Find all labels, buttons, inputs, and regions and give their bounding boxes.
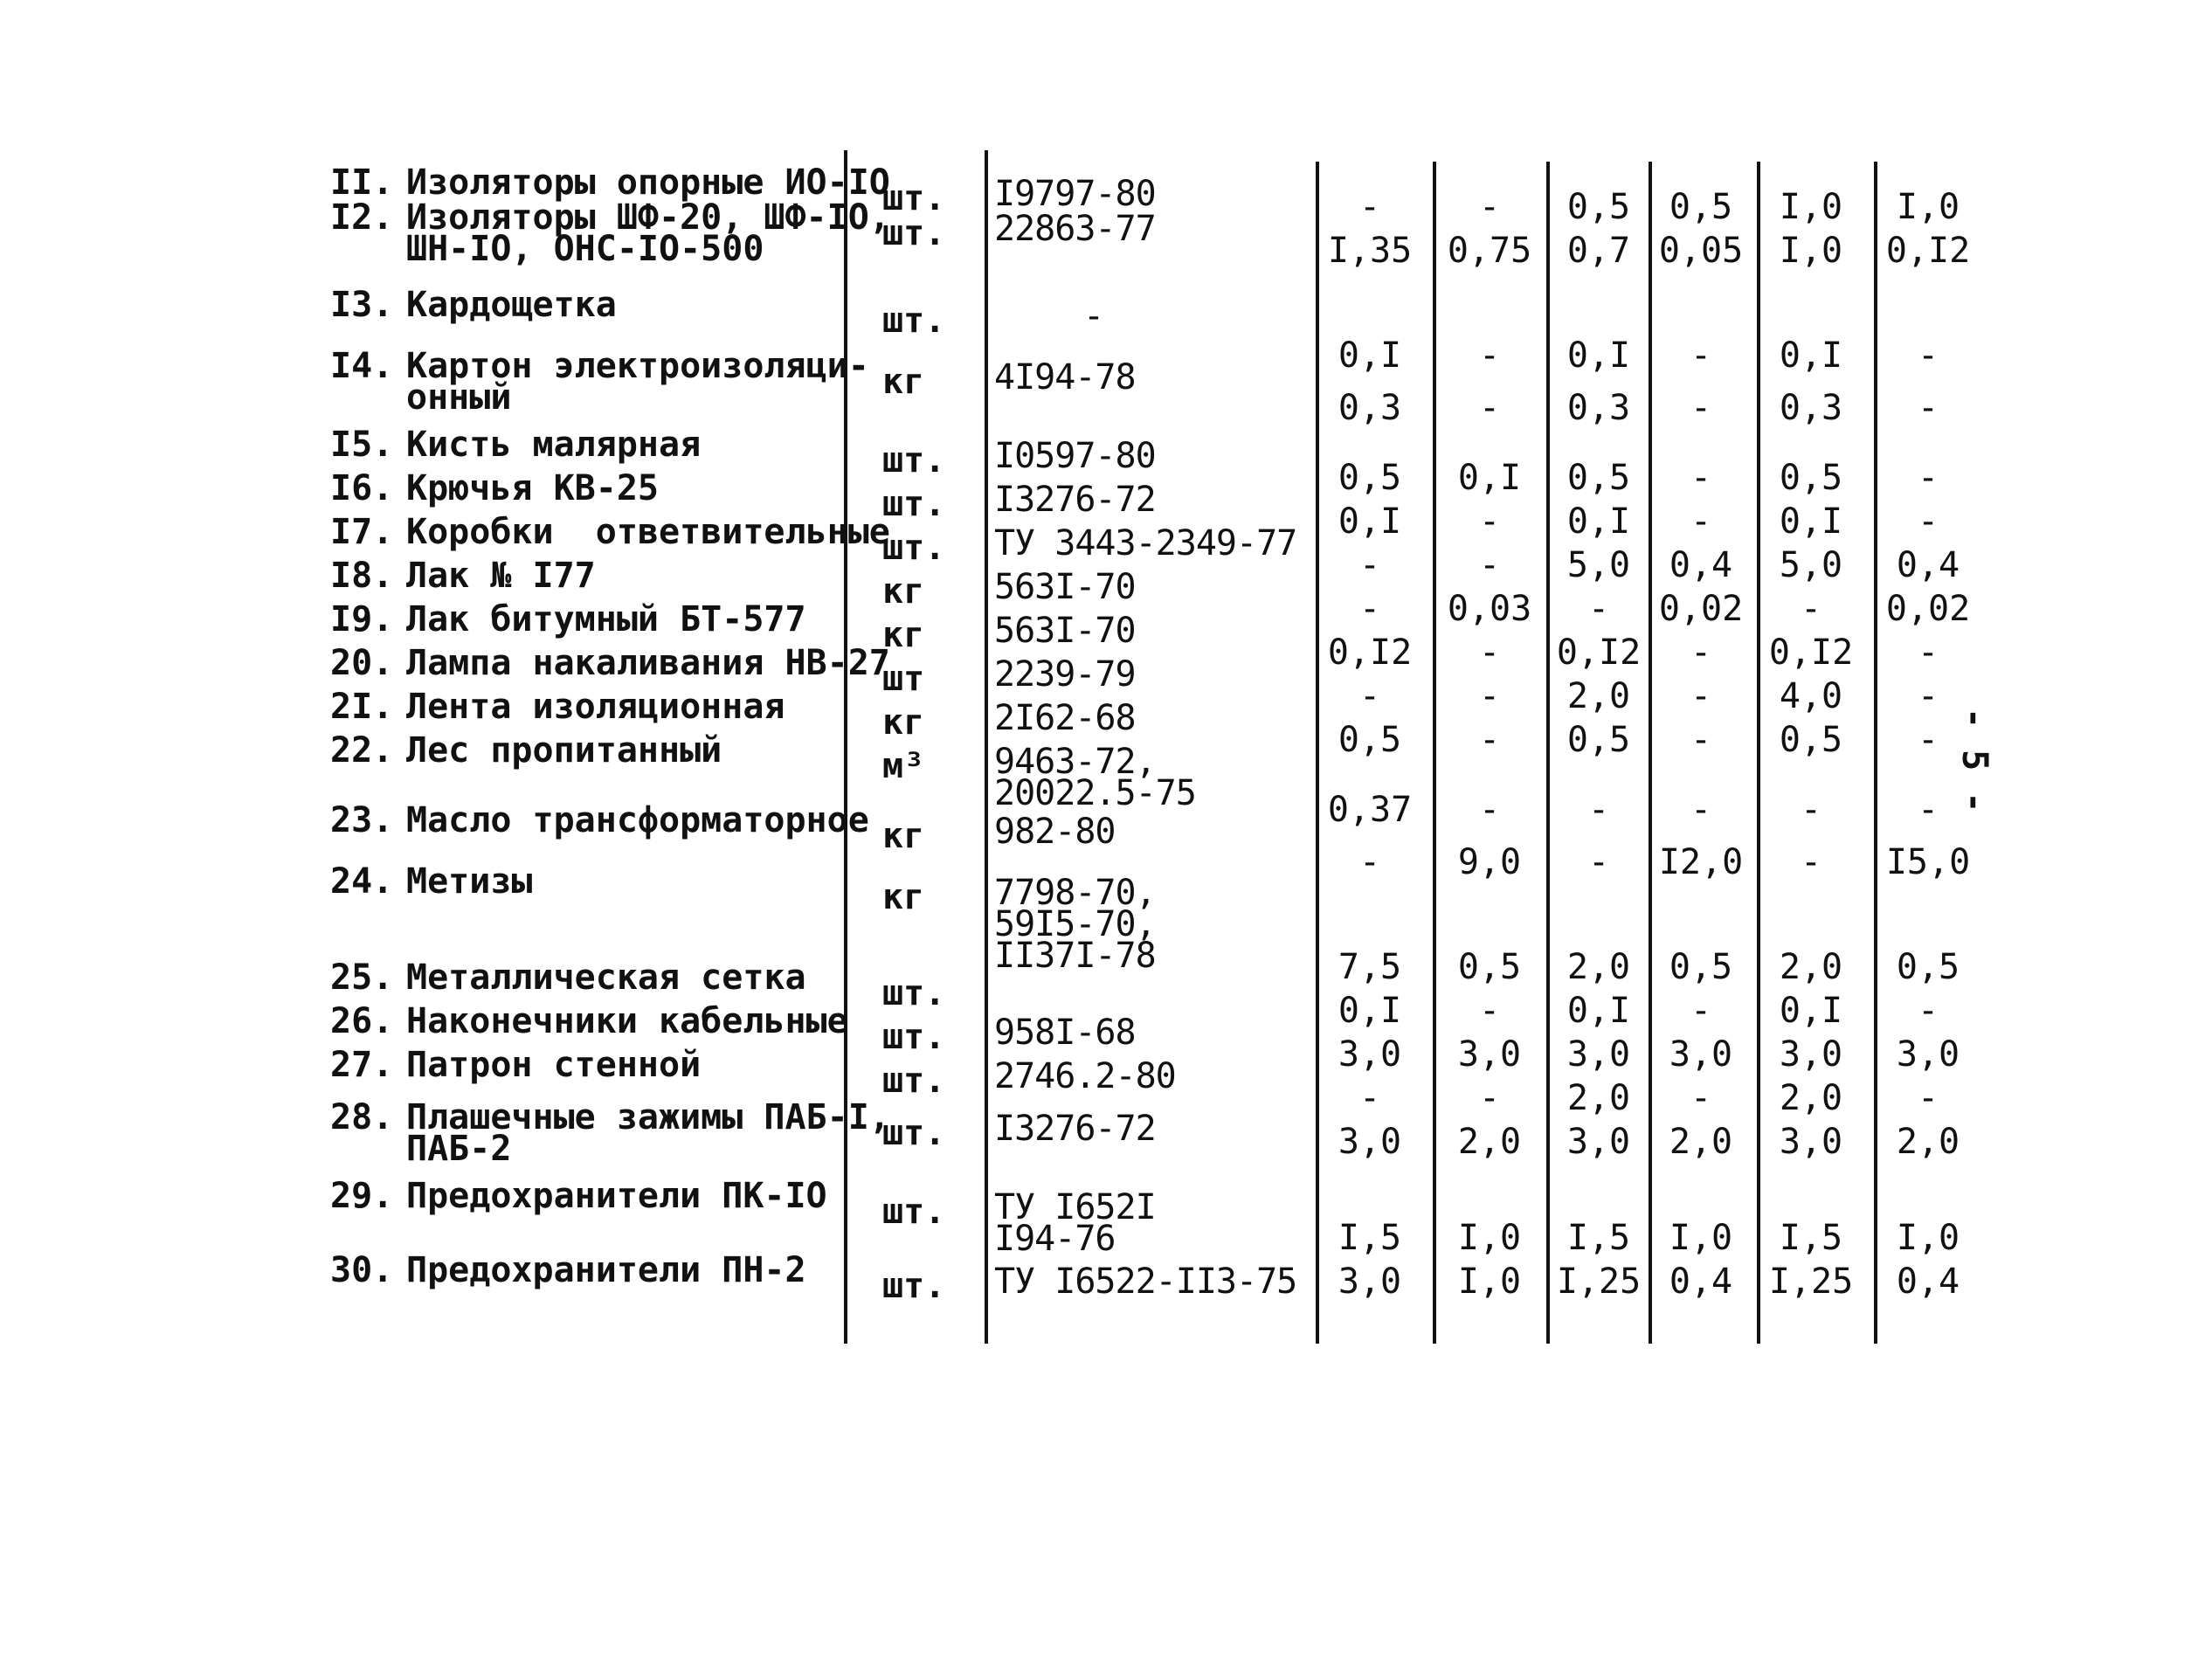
quantity-value: -: [1358, 842, 1381, 882]
column-rule-1: [844, 150, 847, 1344]
quantity-value: I,0: [1779, 231, 1843, 271]
quantity-value: I,25: [1768, 1262, 1854, 1302]
standard-number: 563I-70: [994, 567, 1136, 607]
quantity-value: 0,I2: [1768, 633, 1854, 673]
quantity-value: -: [1917, 1078, 1939, 1118]
unit-of-measure: кг: [882, 615, 925, 655]
quantity-value: -: [1478, 187, 1501, 227]
quantity-value: 5,0: [1566, 545, 1631, 585]
quantity-value: I,0: [1896, 187, 1960, 227]
material-name: онный: [406, 377, 512, 418]
quantity-value: I,25: [1556, 1262, 1642, 1302]
material-name: Метизы: [406, 861, 533, 902]
material-name: Лак битумный БТ-577: [406, 599, 806, 639]
material-name: Предохранители ПН-2: [406, 1250, 806, 1290]
quantity-value: I,5: [1566, 1218, 1631, 1258]
quantity-value: 2,0: [1566, 1078, 1631, 1118]
quantity-value: -: [1917, 676, 1939, 716]
unit-of-measure: шт.: [882, 178, 946, 218]
quantity-value: 0,I: [1338, 335, 1402, 376]
quantity-value: -: [1917, 790, 1939, 830]
standard-number: 958I-68: [994, 1013, 1136, 1053]
unit-of-measure: шт.: [882, 1266, 946, 1306]
quantity-value: I,5: [1779, 1218, 1843, 1258]
quantity-value: -: [1917, 388, 1939, 428]
column-rule-3: [1316, 162, 1319, 1344]
quantity-value: I,0: [1669, 1218, 1733, 1258]
quantity-value: -: [1587, 589, 1610, 629]
quantity-value: 7,5: [1338, 947, 1402, 987]
quantity-value: 0,05: [1658, 231, 1744, 271]
quantity-value: -: [1917, 633, 1939, 673]
quantity-value: -: [1478, 501, 1501, 542]
quantity-value: 3,0: [1566, 1122, 1631, 1162]
standard-number: 563I-70: [994, 611, 1136, 651]
quantity-value: I5,0: [1885, 842, 1971, 882]
quantity-value: 3,0: [1779, 1034, 1843, 1075]
material-name: Кисть малярная: [406, 425, 702, 465]
unit-of-measure: кг: [882, 702, 925, 743]
quantity-value: -: [1690, 633, 1712, 673]
quantity-value: -: [1478, 720, 1501, 760]
quantity-value: -: [1917, 991, 1939, 1031]
quantity-value: -: [1478, 790, 1501, 830]
quantity-value: -: [1478, 388, 1501, 428]
unit-of-measure: кг: [882, 877, 925, 917]
quantity-value: 3,0: [1338, 1034, 1402, 1075]
quantity-value: -: [1358, 676, 1381, 716]
standard-number: 2I62-68: [994, 698, 1136, 738]
quantity-value: 3,0: [1457, 1034, 1522, 1075]
quantity-value: 0,3: [1566, 388, 1631, 428]
standard-number: 2746.2-80: [994, 1056, 1176, 1096]
quantity-value: -: [1690, 790, 1712, 830]
quantity-value: -: [1358, 589, 1381, 629]
quantity-value: 4,0: [1779, 676, 1843, 716]
quantity-value: -: [1358, 187, 1381, 227]
column-rule-4: [1433, 162, 1436, 1344]
unit-of-measure: кг: [882, 571, 925, 612]
material-name: Лес пропитанный: [406, 730, 722, 771]
column-rule-6: [1649, 162, 1652, 1344]
quantity-value: 0,I2: [1327, 633, 1413, 673]
material-name: Крючья КВ-25: [406, 468, 659, 508]
quantity-value: 0,5: [1669, 187, 1733, 227]
standard-number: II37I-78: [994, 936, 1156, 976]
material-name: Патрон стенной: [406, 1045, 702, 1085]
quantity-value: 0,3: [1779, 388, 1843, 428]
row-number: I6.: [330, 468, 394, 508]
quantity-value: 0,5: [1338, 720, 1402, 760]
quantity-value: 0,5: [1896, 947, 1960, 987]
quantity-value: I2,0: [1658, 842, 1744, 882]
quantity-value: -: [1587, 842, 1610, 882]
material-name: Лента изоляционная: [406, 687, 785, 727]
quantity-value: -: [1917, 335, 1939, 376]
unit-of-measure: шт.: [882, 1113, 946, 1153]
material-name: Изоляторы ШФ-20, ШФ-IO,: [406, 197, 890, 238]
standard-number: 20022.5-75: [994, 773, 1196, 813]
unit-of-measure: шт.: [882, 484, 946, 524]
quantity-value: I,0: [1457, 1262, 1522, 1302]
quantity-value: -: [1690, 1078, 1712, 1118]
row-number: I7.: [330, 512, 394, 552]
material-name: Кардощетка: [406, 285, 617, 325]
row-number: I3.: [330, 285, 394, 325]
quantity-value: 0,02: [1885, 589, 1971, 629]
material-name: Лак № I77: [406, 556, 596, 596]
unit-of-measure: кг: [882, 816, 925, 856]
quantity-value: 2,0: [1779, 947, 1843, 987]
quantity-value: 3,0: [1779, 1122, 1843, 1162]
quantity-value: 2,0: [1779, 1078, 1843, 1118]
quantity-value: -: [1478, 545, 1501, 585]
standard-number: 22863-77: [994, 209, 1156, 249]
quantity-value: 9,0: [1457, 842, 1522, 882]
row-number: II.: [330, 162, 394, 203]
quantity-value: I,35: [1327, 231, 1413, 271]
quantity-value: -: [1917, 501, 1939, 542]
material-name: Предохранители ПК-IO: [406, 1176, 827, 1216]
quantity-value: 3,0: [1896, 1034, 1960, 1075]
quantity-value: -: [1690, 676, 1712, 716]
quantity-value: 0,5: [1566, 458, 1631, 498]
unit-of-measure: шт.: [882, 1061, 946, 1101]
quantity-value: 0,5: [1566, 720, 1631, 760]
standard-number: 4I94-78: [994, 357, 1136, 397]
quantity-value: 0,5: [1779, 458, 1843, 498]
quantity-value: -: [1690, 501, 1712, 542]
quantity-value: 2,0: [1457, 1122, 1522, 1162]
quantity-value: -: [1800, 589, 1822, 629]
standard-number: I9797-80: [994, 174, 1156, 214]
quantity-value: 2,0: [1566, 676, 1631, 716]
unit-of-measure: шт.: [882, 528, 946, 568]
quantity-value: 2,0: [1896, 1122, 1960, 1162]
quantity-value: I,0: [1457, 1218, 1522, 1258]
row-number: 25.: [330, 957, 394, 998]
material-name: ШН-IO, ОНС-IO-500: [406, 229, 764, 269]
standard-number: I0597-80: [994, 436, 1156, 476]
quantity-value: 3,0: [1566, 1034, 1631, 1075]
standard-number: ТУ 3443-2349-77: [994, 523, 1297, 563]
quantity-value: 0,4: [1896, 1262, 1960, 1302]
quantity-value: 0,4: [1669, 1262, 1733, 1302]
row-number: I2.: [330, 197, 394, 238]
row-number: 27.: [330, 1045, 394, 1085]
quantity-value: 0,I: [1566, 501, 1631, 542]
standard-number: I3276-72: [994, 480, 1156, 520]
row-number: 26.: [330, 1001, 394, 1041]
material-name: Плашечные зажимы ПАБ-I,: [406, 1097, 890, 1137]
quantity-value: 0,5: [1338, 458, 1402, 498]
row-number: 29.: [330, 1176, 394, 1216]
row-number: 24.: [330, 861, 394, 902]
quantity-value: -: [1478, 633, 1501, 673]
quantity-value: 0,I: [1779, 335, 1843, 376]
quantity-value: 0,I: [1338, 991, 1402, 1031]
unit-of-measure: м³: [882, 746, 925, 786]
material-name: Металлическая сетка: [406, 957, 806, 998]
unit-of-measure: шт.: [882, 440, 946, 480]
column-rule-2: [985, 150, 988, 1344]
standard-number: I94-76: [994, 1219, 1116, 1259]
quantity-value: -: [1690, 458, 1712, 498]
quantity-value: 3,0: [1338, 1122, 1402, 1162]
quantity-value: 0,5: [1457, 947, 1522, 987]
standard-number: -: [1083, 296, 1104, 336]
unit-of-measure: шт.: [882, 213, 946, 253]
column-rule-8: [1874, 162, 1877, 1344]
material-name: Наконечники кабельные: [406, 1001, 848, 1041]
quantity-value: -: [1478, 335, 1501, 376]
quantity-value: I,0: [1896, 1218, 1960, 1258]
quantity-value: -: [1917, 720, 1939, 760]
quantity-value: 0,I: [1566, 991, 1631, 1031]
quantity-value: -: [1690, 388, 1712, 428]
standard-number: 982-80: [994, 812, 1116, 852]
material-name: Коробки ответвительные: [406, 512, 890, 552]
quantity-value: -: [1358, 545, 1381, 585]
quantity-value: 0,I: [1779, 501, 1843, 542]
standard-number: 7798-70,: [994, 873, 1156, 913]
quantity-value: -: [1587, 790, 1610, 830]
standard-number: ТУ I652I: [994, 1187, 1156, 1227]
unit-of-measure: шт: [882, 659, 925, 699]
material-name: Масло трансформаторное: [406, 800, 869, 840]
page-number: - 5 -: [1954, 708, 1994, 813]
unit-of-measure: шт.: [882, 1192, 946, 1232]
unit-of-measure: шт.: [882, 973, 946, 1013]
row-number: 20.: [330, 643, 394, 683]
quantity-value: 0,4: [1896, 545, 1960, 585]
column-rule-7: [1757, 162, 1760, 1344]
quantity-value: -: [1800, 790, 1822, 830]
material-name: Лампа накаливания НВ-27: [406, 643, 890, 683]
material-name: Картон электроизоляци-: [406, 346, 869, 386]
quantity-value: -: [1690, 720, 1712, 760]
unit-of-measure: шт.: [882, 1017, 946, 1057]
quantity-value: -: [1358, 1078, 1381, 1118]
column-rule-5: [1546, 162, 1550, 1344]
quantity-value: -: [1478, 1078, 1501, 1118]
quantity-value: 0,5: [1669, 947, 1733, 987]
quantity-value: 0,02: [1658, 589, 1744, 629]
material-name: Изоляторы опорные ИО-IO: [406, 162, 890, 203]
quantity-value: 0,I: [1779, 991, 1843, 1031]
row-number: 23.: [330, 800, 394, 840]
material-name: ПАБ-2: [406, 1129, 512, 1169]
quantity-value: 2,0: [1566, 947, 1631, 987]
quantity-value: 0,4: [1669, 545, 1733, 585]
quantity-value: 0,5: [1566, 187, 1631, 227]
row-number: I4.: [330, 346, 394, 386]
quantity-value: 0,5: [1779, 720, 1843, 760]
quantity-value: 0,I: [1566, 335, 1631, 376]
quantity-value: 0,I: [1338, 501, 1402, 542]
quantity-value: 5,0: [1779, 545, 1843, 585]
quantity-value: -: [1478, 676, 1501, 716]
unit-of-measure: кг: [882, 362, 925, 402]
quantity-value: 0,75: [1447, 231, 1532, 271]
quantity-value: 3,0: [1669, 1034, 1733, 1075]
quantity-value: 0,I: [1457, 458, 1522, 498]
quantity-value: 3,0: [1338, 1262, 1402, 1302]
quantity-value: I,5: [1338, 1218, 1402, 1258]
standard-number: 9463-72,: [994, 742, 1156, 782]
quantity-value: -: [1800, 842, 1822, 882]
row-number: I9.: [330, 599, 394, 639]
standard-number: ТУ I6522-II3-75: [994, 1262, 1297, 1302]
quantity-value: -: [1478, 991, 1501, 1031]
quantity-value: 0,I2: [1556, 633, 1642, 673]
standard-number: 59I5-70,: [994, 904, 1156, 944]
row-number: 2I.: [330, 687, 394, 727]
row-number: I8.: [330, 556, 394, 596]
quantity-value: 0,3: [1338, 388, 1402, 428]
quantity-value: 0,03: [1447, 589, 1532, 629]
quantity-value: -: [1917, 458, 1939, 498]
quantity-value: 0,37: [1327, 790, 1413, 830]
unit-of-measure: шт.: [882, 301, 946, 341]
row-number: I5.: [330, 425, 394, 465]
quantity-value: I,0: [1779, 187, 1843, 227]
quantity-value: 0,7: [1566, 231, 1631, 271]
row-number: 28.: [330, 1097, 394, 1137]
quantity-value: -: [1690, 991, 1712, 1031]
quantity-value: 2,0: [1669, 1122, 1733, 1162]
standard-number: 2239-79: [994, 654, 1136, 695]
row-number: 22.: [330, 730, 394, 771]
quantity-value: 0,I2: [1885, 231, 1971, 271]
standard-number: I3276-72: [994, 1109, 1156, 1149]
row-number: 30.: [330, 1250, 394, 1290]
quantity-value: -: [1690, 335, 1712, 376]
